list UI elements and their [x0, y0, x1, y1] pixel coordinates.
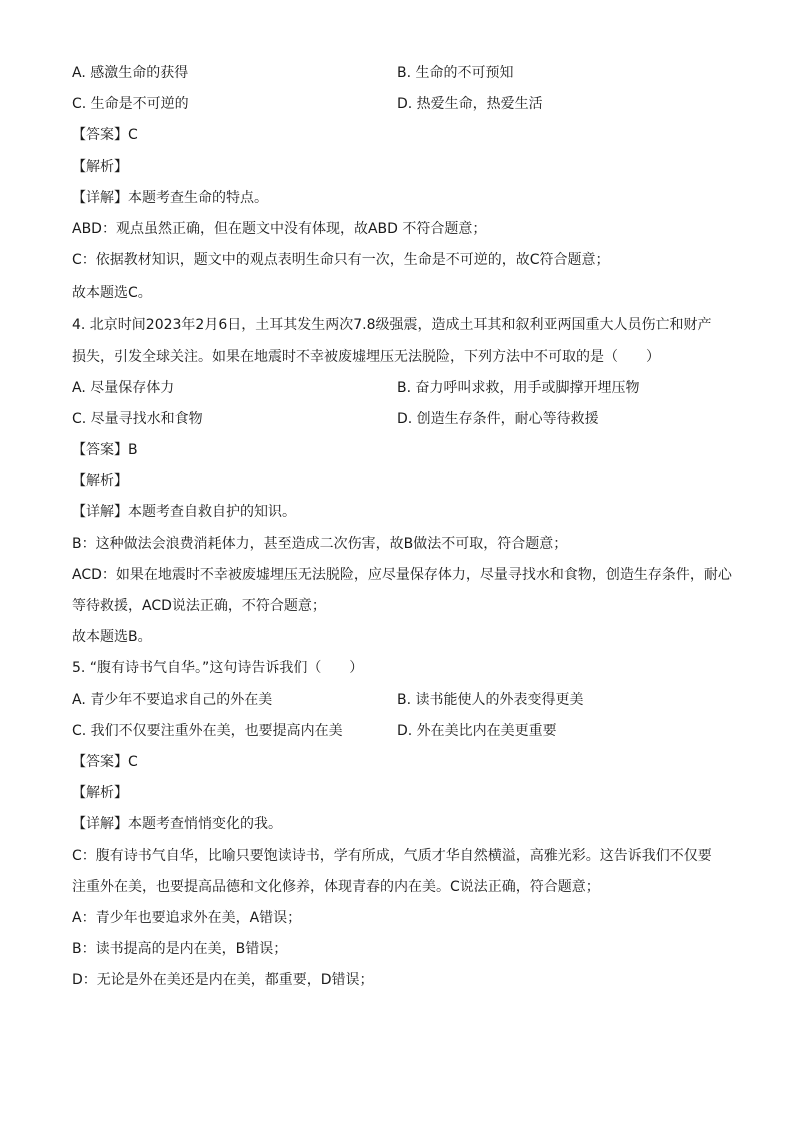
q4-option-a: A. 尽量保存体力 — [72, 379, 175, 396]
q5-option-d: D. 外在美比内在美更重要 — [397, 722, 557, 739]
q5-option-c: C. 我们不仅要注重外在美，也要提高内在美 — [72, 722, 343, 739]
q4-options-row-1 — [72, 373, 722, 404]
q4-explanation-line: 等待救援，ACD说法正确，不符合题意； — [72, 598, 326, 614]
q5-detail: 【详解】本题考查悄悄变化的我。 — [72, 816, 282, 833]
q4-option-c: C. 尽量寻找水和食物 — [72, 410, 203, 427]
q4-answer: 【答案】B — [72, 442, 138, 459]
q5-options-row-1 — [72, 685, 722, 716]
q3-conclusion: 故本题选C。 — [72, 285, 152, 302]
q3-option-b: B. 生命的不可预知 — [397, 65, 514, 81]
q4-stem-line: 损失，引发全球关注。如果在地震时不幸被废墟埋压无法脱险，下列方法中不可取的是（ ） — [72, 348, 660, 365]
q5-option-a: A. 青少年不要追求自己的外在美 — [72, 691, 273, 708]
q3-option-d: D. 热爱生命，热爱生活 — [397, 96, 543, 113]
q5-explanation-line: A：青少年也要追求外在美，A错误； — [72, 909, 302, 926]
q3-option-c: C. 生命是不可逆的 — [72, 96, 189, 113]
q4-options-row-2 — [72, 404, 722, 435]
q5-answer: 【答案】C — [72, 753, 138, 770]
q4-option-d: D. 创造生存条件，耐心等待救援 — [397, 410, 599, 427]
document-page — [72, 58, 732, 996]
q3-options-row-2 — [72, 89, 722, 120]
q3-explanation-line: ABD：观点虽然正确，但在题文中没有体现，故ABD 不符合题意； — [72, 220, 487, 237]
q4-conclusion: 故本题选B。 — [72, 629, 152, 646]
q3-option-a: A. 感激生命的获得 — [72, 65, 189, 81]
q4-detail: 【详解】本题考查自救自护的知识。 — [72, 504, 296, 521]
q4-analysis-label: 【解析】 — [72, 473, 128, 490]
q5-explanation-line: D：无论是外在美还是内在美，都重要，D错误； — [72, 972, 374, 989]
q3-explanation-line: C：依据教材知识，题文中的观点表明生命只有一次，生命是不可逆的，故C符合题意； — [72, 252, 610, 269]
q5-explanation-line: B：读书提高的是内在美，B错误； — [72, 941, 288, 958]
q5-stem: 5. “腹有诗书气自华。”这句诗告诉我们（ ） — [72, 660, 364, 677]
q3-analysis-label: 【解析】 — [72, 158, 128, 175]
q4-stem-line: 4. 北京时间2023年2月6日，土耳其发生两次7.8级强震，造成土耳其和叙利亚两国重大人员伤亡和财产 — [72, 317, 712, 334]
q5-explanation-line: 注重外在美，也要提高品德和文化修养，体现青春的内在美。C说法正确，符合题意； — [72, 878, 600, 895]
q5-analysis-label: 【解析】 — [72, 785, 128, 802]
q4-option-b: B. 奋力呼叫求救，用手或脚撑开埋压物 — [397, 379, 640, 396]
q5-options-row-2 — [72, 716, 722, 747]
q3-options-row-1 — [72, 58, 722, 89]
q4-explanation-line: B：这种做法会浪费消耗体力，甚至造成二次伤害，故B做法不可取，符合题意； — [72, 535, 568, 552]
q5-option-b: B. 读书能使人的外表变得更美 — [397, 691, 584, 708]
q3-detail: 【详解】本题考查生命的特点。 — [72, 189, 268, 206]
q3-answer: 【答案】C — [72, 127, 138, 144]
q5-explanation-line: C：腹有诗书气自华，比喻只要饱读诗书，学有所成，气质才华自然横溢，高雅光彩。这告诉我们不仅要 — [72, 847, 712, 864]
q4-explanation-line: ACD：如果在地震时不幸被废墟埋压无法脱险，应尽量保存体力，尽量寻找水和食物，创造生存条件，耐心 — [72, 566, 732, 583]
